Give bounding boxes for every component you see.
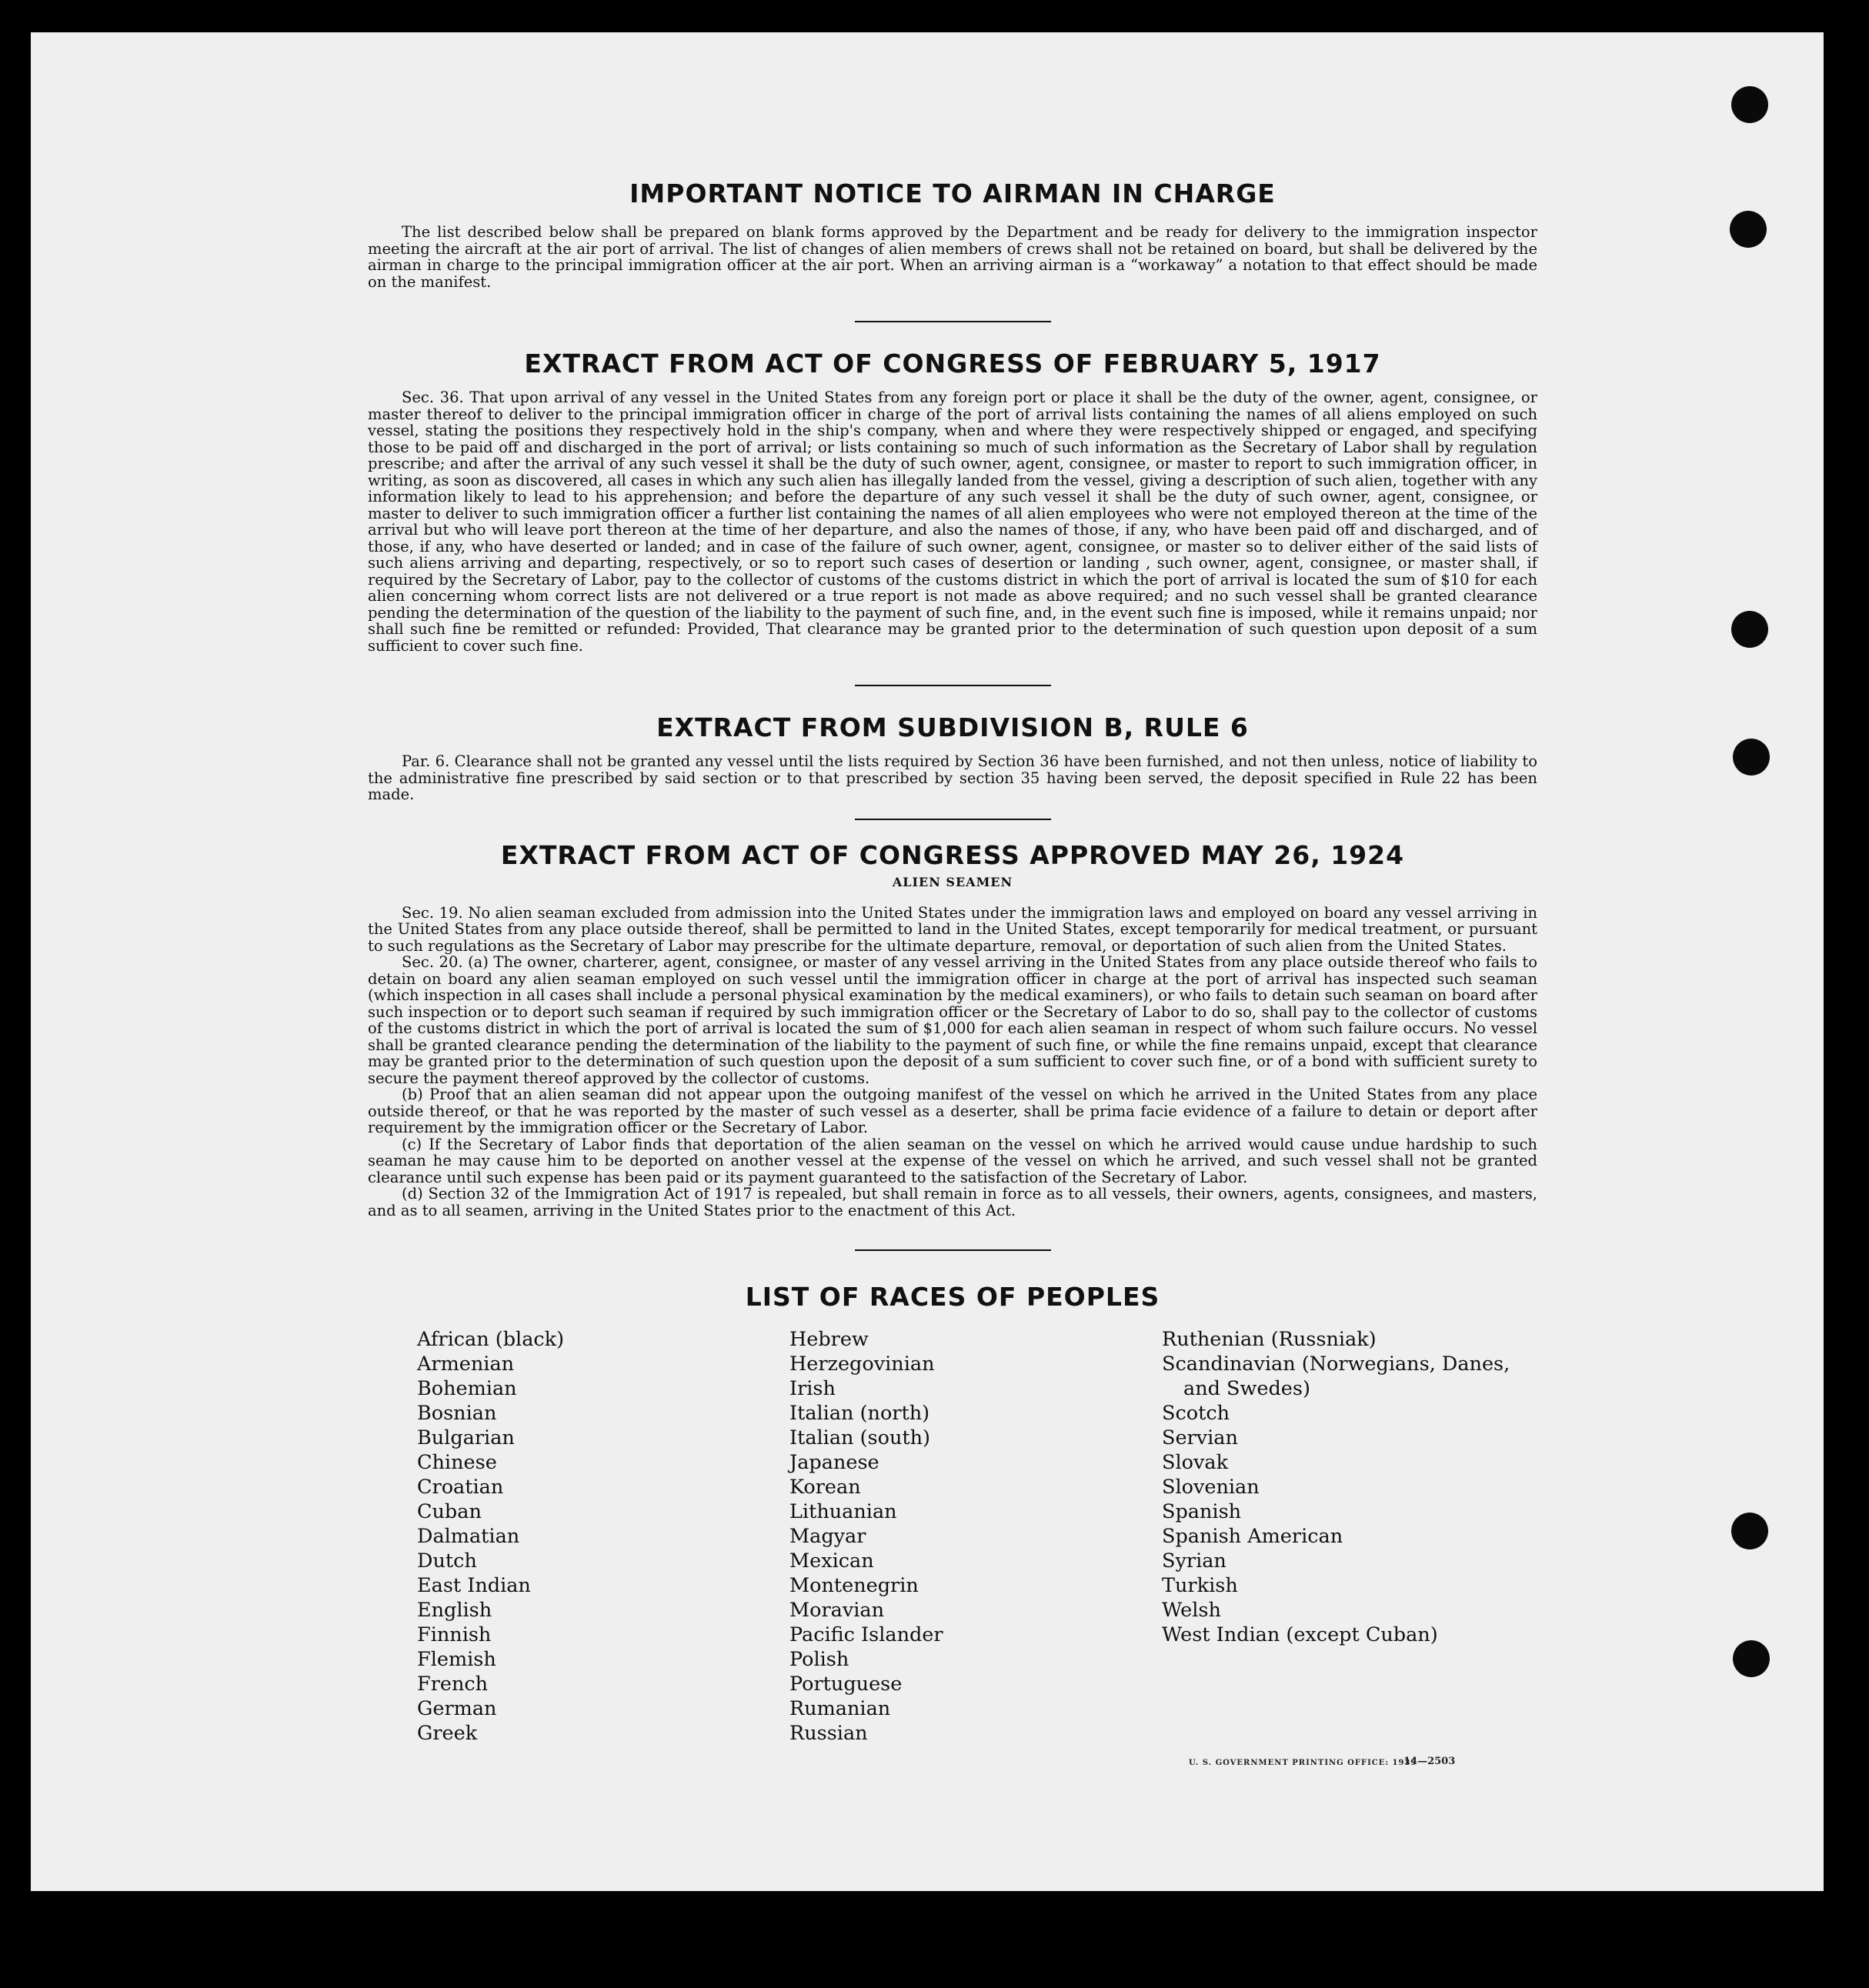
race-item: Italian (north) — [789, 1402, 930, 1425]
race-item: Armenian — [417, 1353, 515, 1376]
act-1917-title: EXTRACT FROM ACT OF CONGRESS OF FEBRUARY 5, 1917 — [524, 349, 1381, 379]
race-item: East Indian — [417, 1574, 531, 1597]
race-item: German — [417, 1697, 497, 1720]
races-list — [368, 1327, 1537, 1758]
punch-hole — [1733, 739, 1770, 776]
rule-6-par-6: Par. 6. Clearance shall not be granted any vessel until the lists required by Section 36 have been furnished, and not then unless, notice of liability to the administrative fine prescribed by said section or to that prescribed by section 35 having been served, the deposit specified in Rule 22 has been made. — [368, 752, 1537, 803]
race-item: Scandinavian (Norwegians, Danes, and Swedes) — [1162, 1353, 1510, 1400]
race-item: Mexican — [789, 1549, 874, 1573]
race-item: Ruthenian (Russniak) — [1162, 1328, 1377, 1351]
act-1917-sec-36: Sec. 36. That upon arrival of any vessel in the United States from any foreign port or place it shall be the duty of the owner, agent, consignee, or master thereof to deliver to the principal immigration officer in charge of the port of arrival lists containing the names of all aliens employed on such vessel, stating the positions they respectively hold in the ship's company, when and where they were respectively shipped or engaged, and specifying those to be paid off and discharged in the port of arrival; or lists containing so much of such information as the Secretary of Labor shall by regulation prescribe; and after the arrival of any such vessel it shall be the duty of such owner, agent, consignee, or master to report to such immigration officer, in writing, as soon as discovered, all cases in which any such alien has illegally landed from the vessel, giving a description of such alien, together with any information likely to lead to his apprehension; and before the departure of any such vessel it shall be the duty of such owner, agent, consignee, or master to deliver to such immigration officer a further list containing the names of all alien employees who were not employed thereon at the time of the arrival but who will leave port thereon at the time of her departure, and also the names of those, if any, who have been paid off and discharged, and of those, if any, who have deserted or landed; and in case of the failure of such owner, agent, consignee, or master so to deliver either of the said lists of such aliens arriving and departing, respectively, or so to report such cases of desertion or landing , such owner, agent, consignee, or master shall, if required by the Secretary of Labor, pay to the collector of customs of the customs district in which the port of arrival is located the sum of $10 for each alien concerning whom correct lists are not delivered or a true report is not made as above required; and no such vessel shall be granted clearance pending the determination of the question of the liability to the payment of such fine, and, in the event such fine is imposed, while it remains unpaid; nor shall such fine be remitted or refunded: Provided, That clearance may be granted prior to the determination of such question upon deposit of a sum sufficient to cover such fine. — [368, 389, 1537, 655]
race-item: English — [417, 1599, 492, 1622]
race-item: Bulgarian — [417, 1426, 515, 1449]
punch-hole — [1730, 211, 1767, 248]
race-item: Servian — [1162, 1426, 1238, 1449]
race-item: Croatian — [417, 1476, 504, 1499]
act-1924-sec-20a: Sec. 20. (a) The owner, charterer, agent, consignee, or master of any vessel arriving in the United States from any place outside thereof who fails to detain on board any alien seaman employed on such vessel until the immigration officer in charge at the port of arrival has inspected such seaman (which inspection in all cases shall include a personal physical examination by the medical examiners), or who fails to detain such seaman on board after such inspection or to deport such seaman if required by such immigration officer or the Secretary of Labor to do so, shall pay to the collector of customs of the customs district in which the port of arrival is located the sum of $1,000 for each alien seaman in respect of whom such failure occurs. No vessel shall be granted clearance pending the determination of the liability to the payment of such fine, or while the fine remains unpaid, except that clearance may be granted prior to the determination of such question upon the deposit of a sum sufficient to cover such fine, or of a bond with sufficient surety to secure the payment thereof approved by the collector of customs. — [368, 953, 1537, 1087]
race-item: Pacific Islander — [789, 1623, 943, 1646]
race-item: Bosnian — [417, 1402, 497, 1425]
race-item: Turkish — [1162, 1574, 1238, 1597]
race-item: Montenegrin — [789, 1574, 919, 1597]
punch-hole — [1731, 1513, 1768, 1549]
race-item: Japanese — [789, 1451, 879, 1474]
punch-hole — [1733, 1640, 1770, 1677]
act-1924-title: EXTRACT FROM ACT OF CONGRESS APPROVED MAY 26, 1924 — [500, 839, 1405, 870]
punch-hole — [1731, 611, 1768, 648]
alien-seamen-subtitle: ALIEN SEAMEN — [892, 874, 1013, 889]
race-item: Hebrew — [789, 1328, 869, 1351]
form-number: 14—2503 — [1403, 1756, 1456, 1767]
act-1924-sec-20d: (d) Section 32 of the Immigration Act of 1917 is repealed, but shall remain in force as to all vessels, their owners, agents, consignees, and masters, and as to all seamen, arriving in the United States prior to the enactment of this Act. — [368, 1185, 1537, 1219]
race-item: Moravian — [789, 1599, 885, 1622]
race-item: Chinese — [417, 1451, 497, 1474]
race-item: Rumanian — [789, 1697, 891, 1720]
race-item: Lithuanian — [789, 1500, 897, 1523]
race-item: Irish — [789, 1377, 836, 1400]
race-item: Korean — [789, 1476, 861, 1499]
race-item: Bohemian — [417, 1377, 517, 1400]
section-divider — [855, 1249, 1051, 1251]
rule-6-title: EXTRACT FROM SUBDIVISION B, RULE 6 — [656, 712, 1249, 742]
section-divider — [855, 819, 1051, 820]
race-item: Scotch — [1162, 1402, 1230, 1425]
race-item: Syrian — [1162, 1549, 1227, 1573]
race-item: Herzegovinian — [789, 1353, 935, 1376]
race-item: Dutch — [417, 1549, 477, 1573]
race-item: Greek — [417, 1722, 478, 1745]
races-column-3 — [1162, 1327, 1531, 1647]
race-item: Italian (south) — [789, 1426, 930, 1449]
race-item: Russian — [789, 1722, 868, 1745]
race-item: Polish — [789, 1648, 849, 1671]
section-divider — [855, 321, 1051, 322]
race-item: West Indian (except Cuban) — [1162, 1623, 1438, 1646]
races-column-2 — [789, 1327, 943, 1746]
race-item: Finnish — [417, 1623, 492, 1646]
races-title: LIST OF RACES OF PEOPLES — [745, 1282, 1160, 1312]
document-page — [31, 32, 1824, 1891]
race-item: Welsh — [1162, 1599, 1221, 1622]
notice-body: The list described below shall be prepared on blank forms approved by the Department and be ready for delivery to the immigration inspector meeting the aircraft at the air port of arrival. The list of changes of alien members of crews shall not be retained on board, but shall be delivered by the airman in charge to the principal immigration officer at the air port. When an arriving airman is a “workaway” a notation to that effect should be made on the manifest. — [368, 223, 1537, 291]
notice-title: IMPORTANT NOTICE TO AIRMAN IN CHARGE — [629, 178, 1276, 208]
race-item: Flemish — [417, 1648, 496, 1671]
race-item: Slovak — [1162, 1451, 1229, 1474]
race-item: Dalmatian — [417, 1525, 520, 1548]
race-item: Slovenian — [1162, 1476, 1260, 1499]
race-item: Spanish — [1162, 1500, 1242, 1523]
act-1924-sec-20c: (c) If the Secretary of Labor finds that deportation of the alien seaman on the vessel on which he arrived would cause undue hardship to such seaman he may cause him to be deported on another vessel at the expense of the vessel on which he arrived, and such vessel shall not be granted clearance until such expense has been paid or its payment guaranteed to the satisfaction of the Secretary of Labor. — [368, 1135, 1537, 1186]
races-column-1 — [417, 1327, 564, 1746]
document-content — [368, 178, 1537, 1758]
punch-hole — [1731, 86, 1768, 123]
race-item: Cuban — [417, 1500, 482, 1523]
race-item: Spanish American — [1162, 1525, 1343, 1548]
race-item: Portuguese — [789, 1673, 903, 1696]
act-1924-sec-20b: (b) Proof that an alien seaman did not appear upon the outgoing manifest of the vessel on which he arrived in the United States from any place outside thereof, or that he was reported by the master of such vessel as a deserter, shall be prima facie evidence of a failure to detain or deport after requirement by the immigration officer or the Secretary of Labor. — [368, 1086, 1537, 1136]
race-item: Magyar — [789, 1525, 866, 1548]
section-divider — [855, 685, 1051, 686]
printing-office-imprint: U. S. GOVERNMENT PRINTING OFFICE: 1939 — [1189, 1759, 1417, 1767]
race-item: African (black) — [417, 1328, 565, 1351]
race-item: French — [417, 1673, 489, 1696]
act-1924-sec-19: Sec. 19. No alien seaman excluded from admission into the United States under the immigration laws and employed on board any vessel arriving in the United States from any place outside thereof, shall be permitted to land in the United States, except temporarily for medical treatment, or pursuant to such regulations as the Secretary of Labor may prescribe for the ultimate departure, removal, or deportation of such alien from the United States. — [368, 903, 1537, 955]
